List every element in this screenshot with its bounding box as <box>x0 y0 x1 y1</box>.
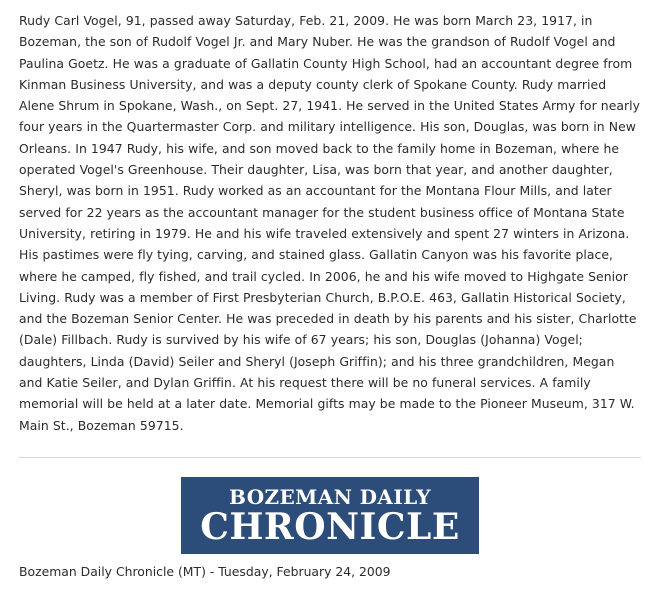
section-divider <box>19 457 641 458</box>
masthead-line-2: CHRONICLE <box>200 506 460 548</box>
source-citation: Bozeman Daily Chronicle (MT) - Tuesday, February 24, 2009 <box>19 564 391 579</box>
obituary-text: Rudy Carl Vogel, 91, passed away Saturday, Feb. 21, 2009. He was born March 23, 1917, in Bozeman, the son of Rudolf Vogel Jr. and Mary Nuber. He was the grandson of Rudolf Vogel and Paulina Goetz. He was a graduate of Gallatin County High School, had an accountant degree from Kinman Business University, and was a deputy county clerk of Spokane County. Rudy married Alene Shrum in Spokane, Wash., on Sept. 27, 1941. He served in the United States Army for nearly four years in the Quartermaster Corp. and military intelligence. His son, Douglas, was born in New Orleans. In 1947 Rudy, his wife, and son moved back to the family home in Bozeman, where he operated Vogel's Greenhouse. Their daughter, Lisa, was born that year, and another daughter, Sheryl, was born in 1951. Rudy worked as an accountant for the Montana Flour Mills, and later served for 22 years as the accountant manager for the student business office of Montana State University, retiring in 1979. He and his wife traveled extensively and spent 27 winters in Arizona. His pastimes were fly tying, carving, and stained glass. Gallatin Canyon was his favorite place, where he camped, fly fished, and trail cycled. In 2006, he and his wife moved to Highgate Senior Living. Rudy was a member of First Presbyterian Church, B.P.O.E. 463, Gallatin Historical Society, and the Bozeman Senior Center. He was preceded in death by his parents and his sister, Charlotte (Dale) Fillbach. Rudy is survived by his wife of 67 years; his son, Douglas (Johanna) Vogel; daughters, Linda (David) Seiler and Sheryl (Joseph Griffin); and his three grandchildren, Megan and Katie Seiler, and Dylan Griffin. At his request there will be no funeral services. A family memorial will be held at a later date. Memorial gifts may be made to the Pioneer Museum, 317 W. Main St., Bozeman 59715. <box>19 13 641 433</box>
newspaper-masthead-logo <box>181 477 479 554</box>
masthead-line-1: BOZEMAN DAILY <box>229 485 431 509</box>
